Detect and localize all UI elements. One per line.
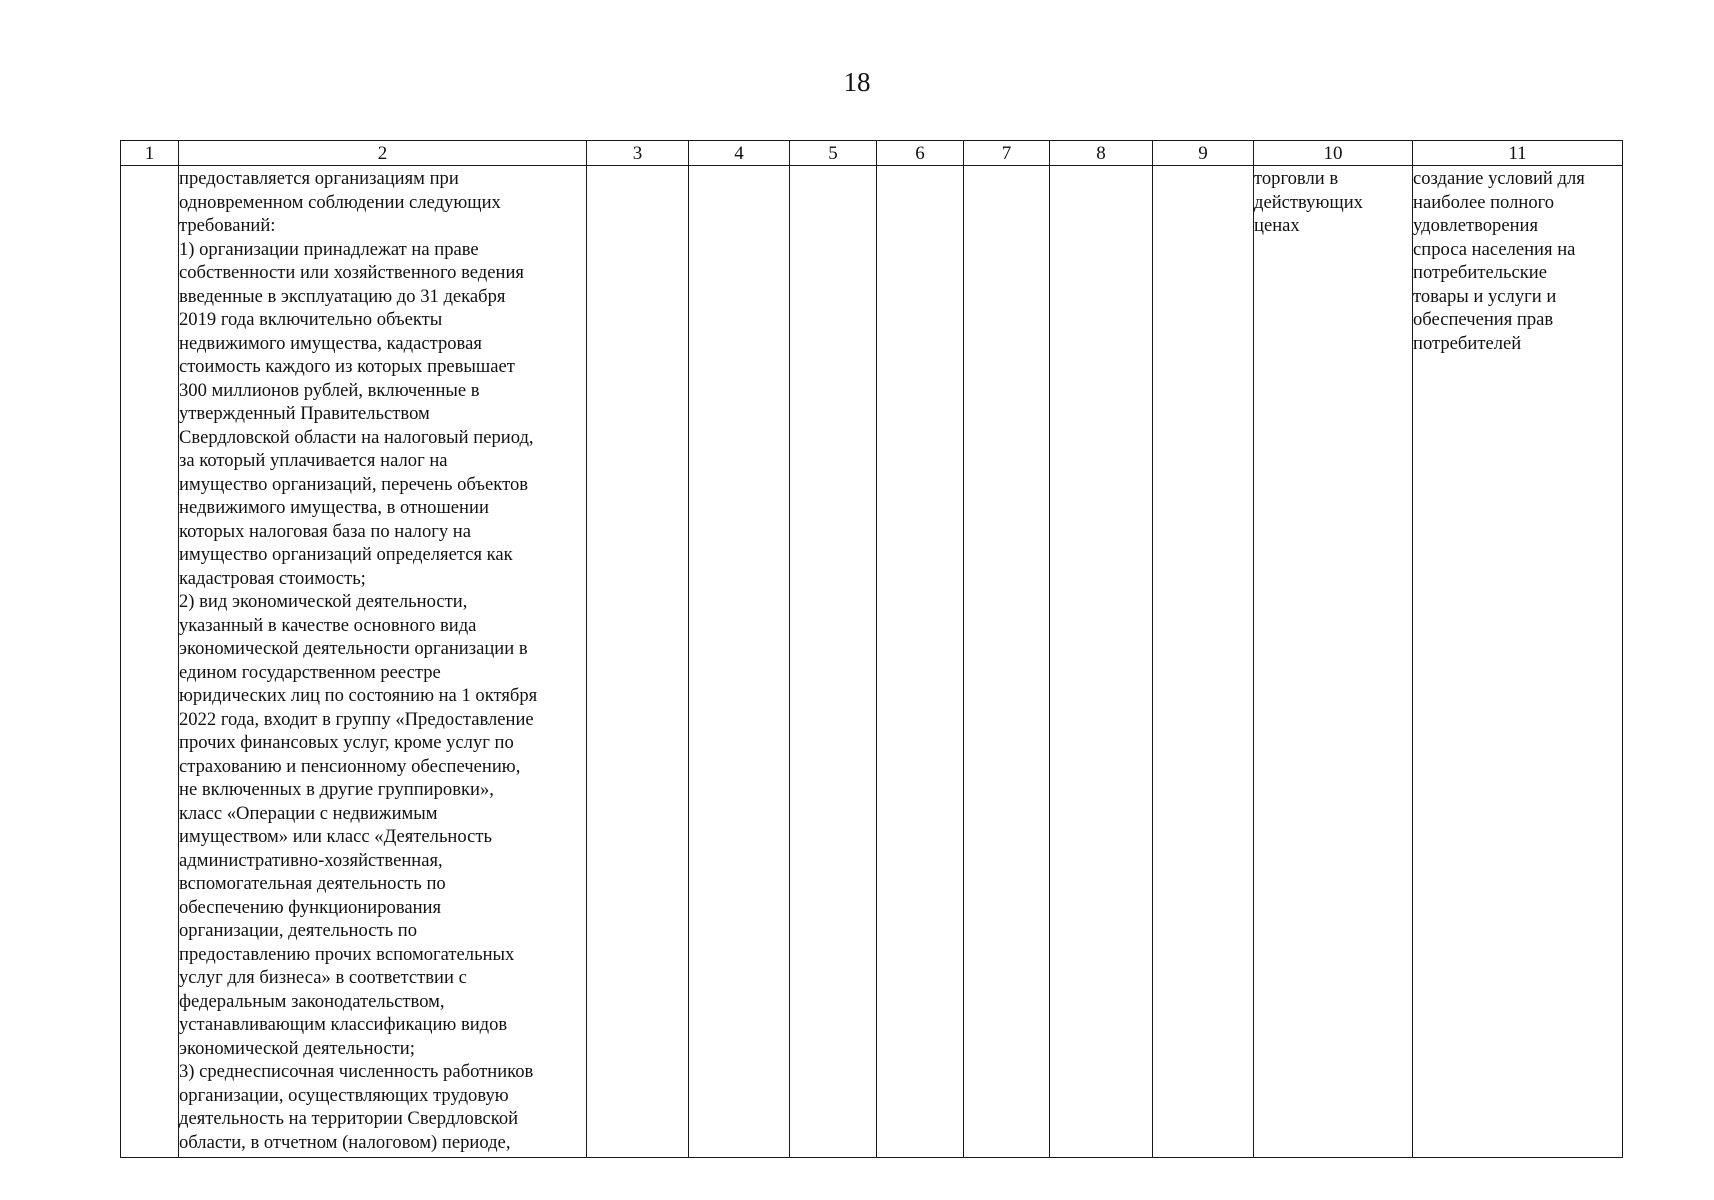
cell-text-line: торговли в	[1254, 168, 1339, 189]
cell-text-line: экономической деятельности организации в	[179, 638, 528, 659]
cell-text-line: страхованию и пенсионному обеспечению,	[179, 755, 521, 777]
cell-col-1	[121, 166, 179, 1158]
cell-text-line: класс «Операции с недвижимым	[179, 802, 438, 824]
page-number: 18	[843, 67, 871, 97]
cell-text-line: экономической деятельности;	[179, 1037, 415, 1059]
cell-text-line: действующих	[1254, 191, 1363, 213]
cell-text-line: потребителей	[1413, 332, 1522, 354]
cell-text-line: не включенных в другие группировки»,	[179, 779, 494, 800]
cell-text-line: требований:	[179, 215, 276, 236]
cell-text-line: предоставлению прочих вспомогательных	[179, 943, 515, 965]
cell-col-5	[790, 166, 877, 1158]
column-header-11: 11	[1413, 141, 1623, 166]
cell-text-line: товары и услуги и	[1413, 285, 1557, 307]
cell-col-11	[1413, 166, 1623, 1158]
column-header-8: 8	[1050, 141, 1153, 166]
column-header-2: 2	[179, 141, 587, 166]
cell-text-line: 300 миллионов рублей, включенные в	[179, 379, 480, 401]
cell-text-line: вспомогательная деятельность по	[179, 873, 446, 894]
cell-text-line: создание условий для	[1413, 168, 1585, 189]
cell-text-line: услуг для бизнеса» в соответствии с	[179, 967, 467, 988]
cell-text-line: наиболее полного	[1413, 191, 1555, 213]
column-header-1: 1	[121, 141, 179, 166]
cell-text-line: организации, деятельность по	[179, 920, 417, 941]
cell-text-line: обеспечения прав	[1413, 309, 1554, 330]
table-row	[121, 166, 1623, 1158]
cell-text-line: ценах	[1254, 215, 1300, 236]
cell-text-line: области, в отчетном (налоговом) периоде,	[179, 1131, 511, 1153]
document-table	[120, 140, 1623, 1158]
cell-text-line: обеспечению функционирования	[179, 896, 442, 918]
column-header-10: 10	[1254, 141, 1413, 166]
cell-col-3	[587, 166, 689, 1158]
cell-text-line: стоимость каждого из которых превышает	[179, 356, 515, 377]
column-header-7: 7	[964, 141, 1050, 166]
column-header-5: 5	[790, 141, 877, 166]
cell-text-line: за который уплачивается налог на	[179, 450, 448, 471]
column-header-9: 9	[1153, 141, 1254, 166]
cell-text-line: административно-хозяйственная,	[179, 849, 443, 871]
cell-col-6	[877, 166, 964, 1158]
cell-text-line: недвижимого имущества, кадастровая	[179, 332, 482, 354]
cell-text-line: федеральным законодательством,	[179, 990, 445, 1012]
cell-text-line: прочих финансовых услуг, кроме услуг по	[179, 732, 514, 753]
cell-text-line: имущество организаций, перечень объектов	[179, 473, 529, 495]
column-header-4: 4	[689, 141, 790, 166]
cell-text-line: предоставляется организациям при	[179, 168, 459, 189]
cell-text-line: потребительские	[1413, 262, 1547, 283]
cell-col-2	[179, 166, 587, 1158]
cell-col-4	[689, 166, 790, 1158]
cell-col-7	[964, 166, 1050, 1158]
cell-text-line: 1) организации принадлежат на праве	[179, 238, 479, 260]
cell-text-line: деятельность на территории Свердловской	[179, 1108, 519, 1129]
cell-text-line: утвержденный Правительством	[179, 403, 430, 424]
cell-text-line: кадастровая стоимость;	[179, 567, 366, 589]
cell-text-line: удовлетворения	[1413, 215, 1539, 236]
cell-text-line: введенные в эксплуатацию до 31 декабря	[179, 285, 506, 307]
cell-col-10-text	[1254, 167, 1412, 238]
cell-text-line: имущество организаций определяется как	[179, 544, 513, 565]
cell-text-line: организации, осуществляющих трудовую	[179, 1084, 509, 1106]
cell-text-line: 2019 года включительно объекты	[179, 309, 443, 330]
cell-text-line: недвижимого имущества, в отношении	[179, 497, 489, 518]
cell-text-line: устанавливающим классификацию видов	[179, 1014, 508, 1035]
cell-text-line: едином государственном реестре	[179, 661, 441, 683]
cell-text-line: Свердловской области на налоговый период,	[179, 426, 534, 448]
cell-col-10	[1254, 166, 1413, 1158]
cell-text-line: юридических лиц по состоянию на 1 октября	[179, 685, 538, 706]
cell-text-line: имуществом» или класс «Деятельность	[179, 826, 492, 847]
cell-col-11-text	[1413, 167, 1622, 355]
column-header-6: 6	[877, 141, 964, 166]
cell-col-8	[1050, 166, 1153, 1158]
cell-text-line: указанный в качестве основного вида	[179, 614, 477, 636]
cell-text-line: которых налоговая база по налогу на	[179, 520, 472, 542]
cell-text-line: 3) среднесписочная численность работников	[179, 1061, 534, 1082]
cell-col-9	[1153, 166, 1254, 1158]
cell-text-line: 2022 года, входит в группу «Предоставление	[179, 708, 534, 730]
cell-text-line: одновременном соблюдении следующих	[179, 191, 501, 213]
cell-text-line: собственности или хозяйственного ведения	[179, 262, 524, 283]
column-header-3: 3	[587, 141, 689, 166]
header-row	[121, 141, 1623, 166]
cell-text-line: 2) вид экономической деятельности,	[179, 591, 468, 612]
cell-col-2-text	[179, 167, 586, 1154]
cell-text-line: спроса населения на	[1413, 238, 1576, 260]
